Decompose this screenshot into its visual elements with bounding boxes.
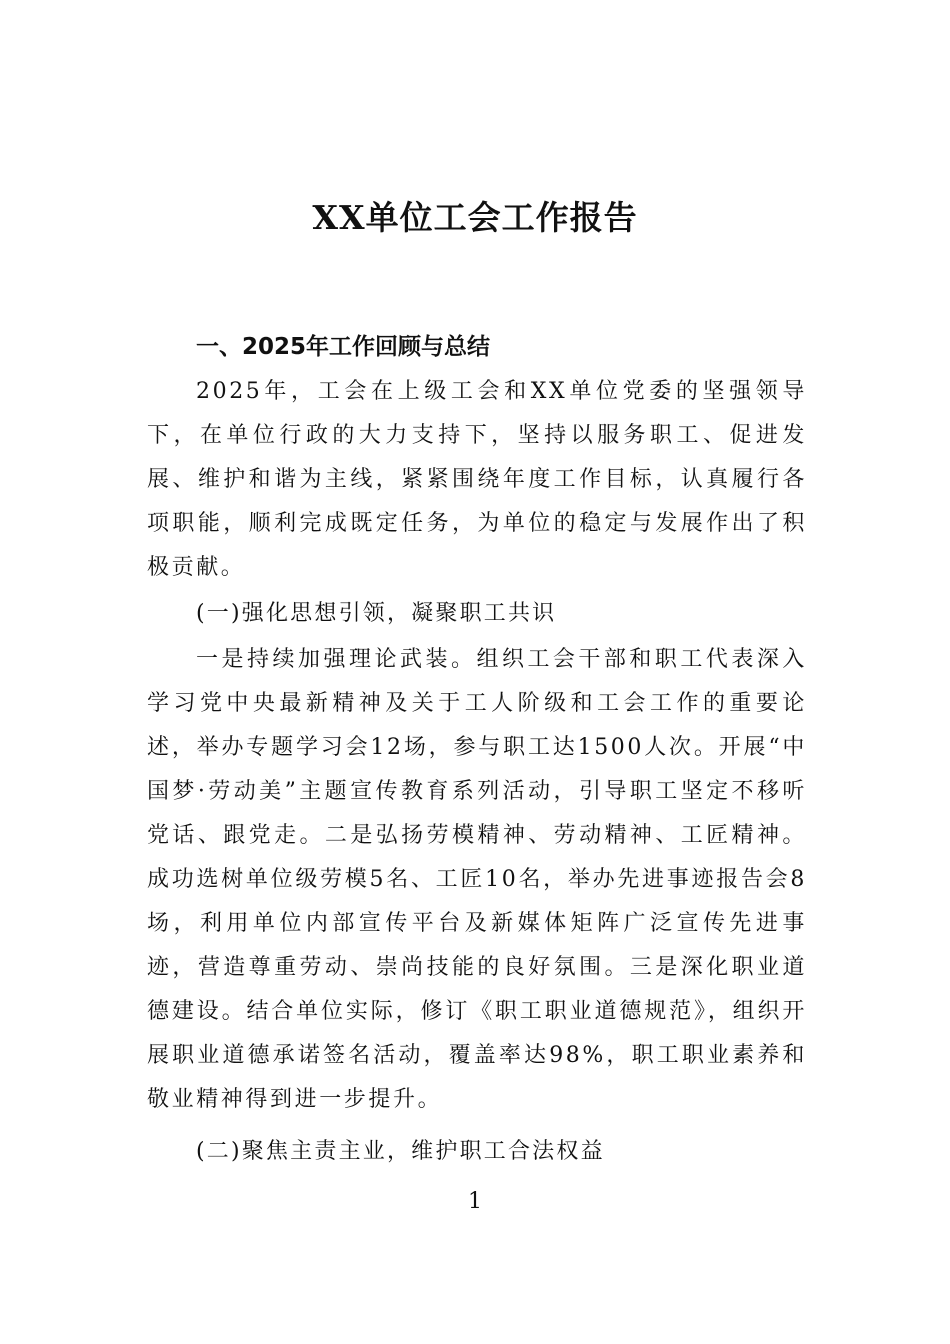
section-heading: 一、2025年工作回顾与总结 xyxy=(196,334,491,360)
subsection-heading: (二)聚焦主责主业，维护职工合法权益 xyxy=(196,1139,605,1164)
document-title: XX单位工会工作报告 xyxy=(312,198,638,237)
subsection-heading: (一)强化思想引领，凝聚职工共识 xyxy=(196,601,557,626)
subsection-body-paragraph: 一是持续加强理论武装。组织工会干部和职工代表深入学习党中央最新精神及关于工人阶级和工会工作的重要论述，举办专题学习会12场，参与职工达1500人次。开展“中国梦·劳动美”主题宣传教育系列活动，引导职工坚定不移听党话、跟党走。二是弘扬劳模精神、劳动精神、工匠精神。成功选树单位级劳模5名、工匠10名，举办先进事迹报告会8场，利用单位内部宣传平台及新媒体矩阵广泛宣传先进事迹，营造尊重劳动、崇尚技能的良好氛围。三是深化职业道德建设。结合单位实际，修订《职工职业道德规范》，组织开展职业道德承诺签名活动，覆盖率达98%，职工职业素养和敬业精神得到进一步提升。 xyxy=(147,647,807,1112)
section-intro-paragraph: 2025年，工会在上级工会和XX单位党委的坚强领导下，在单位行政的大力支持下，坚持以服务职工、促进发展、维护和谐为主线，紧紧围绕年度工作目标，认真履行各项职能，顺利完成既定任务，为单位的稳定与发展作出了积极贡献。 xyxy=(147,379,807,580)
page-number: 1 xyxy=(468,1189,482,1214)
